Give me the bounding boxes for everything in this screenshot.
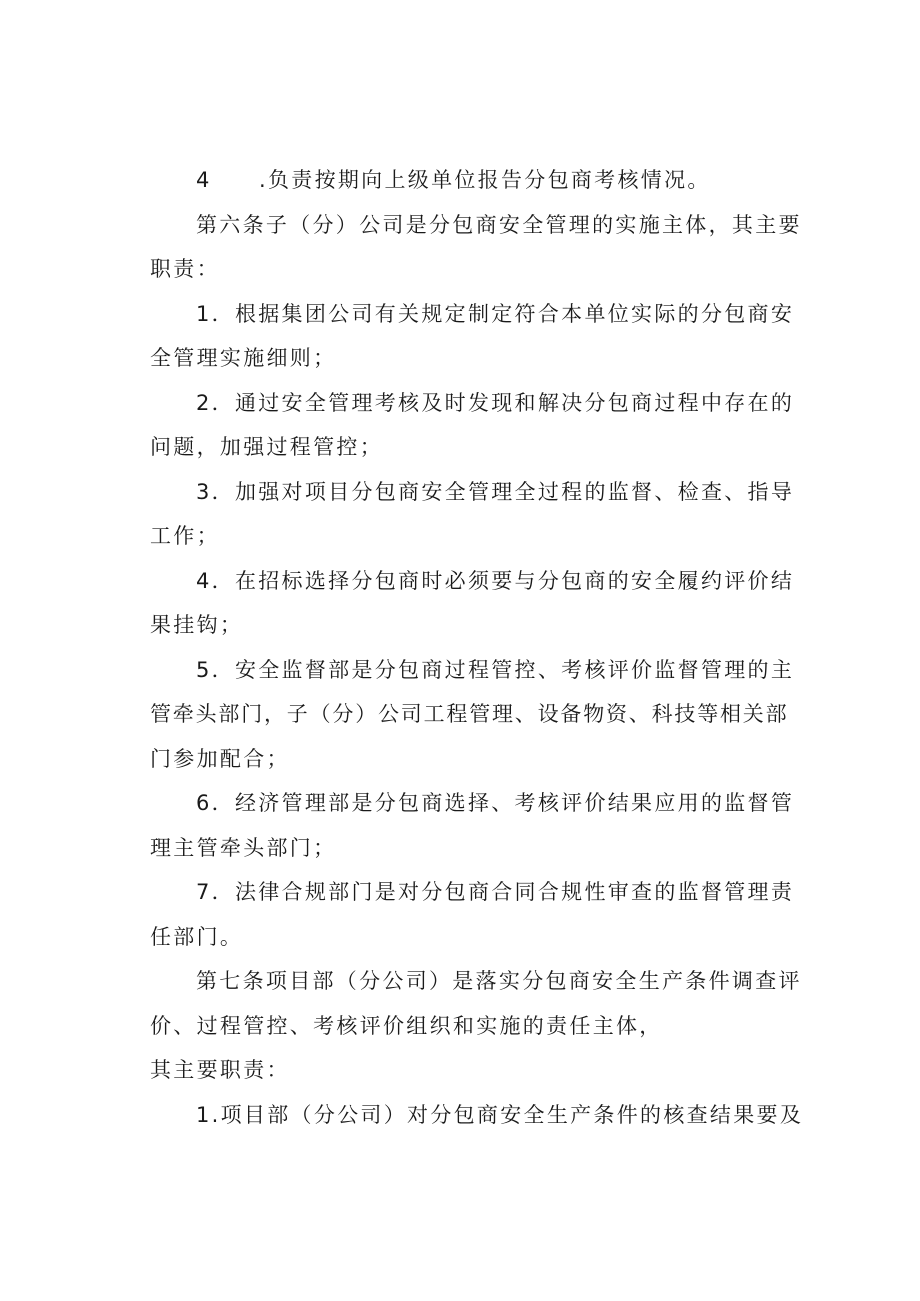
paragraph-line — [196, 166, 711, 194]
paragraph-line: 其主要职责： — [150, 1058, 290, 1082]
paragraph-line: 价、过程管控、考核评价组织和实施的责任主体， — [150, 1014, 663, 1038]
paragraph-line: 任部门。 — [150, 925, 244, 949]
paragraph-line: 7．法律合规部门是对分包商合同合规性审查的监督管理责 — [196, 880, 795, 904]
paragraph-line: 理主管牵头部门； — [150, 836, 337, 860]
item-number: 4 — [196, 168, 212, 192]
line-text: .负责按期向上级单位报告分包商考核情况。 — [259, 168, 711, 192]
paragraph-line: 工作； — [150, 524, 220, 548]
paragraph-line: 第七条项目部（分公司）是落实分包商安全生产条件调查评 — [196, 969, 802, 993]
paragraph-line: 职责： — [150, 257, 220, 281]
paragraph-line: 5．安全监督部是分包商过程管控、考核评价监督管理的主 — [196, 658, 795, 682]
paragraph-line: 门参加配合； — [150, 747, 290, 771]
paragraph-line: 3．加强对项目分包商安全管理全过程的监督、检查、指导 — [196, 480, 795, 504]
paragraph-line: 果挂钩； — [150, 613, 244, 637]
paragraph-line: 问题，加强过程管控； — [150, 435, 383, 459]
paragraph-line: 1．根据集团公司有关规定制定符合本单位实际的分包商安 — [196, 302, 795, 326]
paragraph-line: 2．通过安全管理考核及时发现和解决分包商过程中存在的 — [196, 391, 795, 415]
paragraph-line: 全管理实施细则； — [150, 346, 337, 370]
paragraph-line: 6．经济管理部是分包商选择、考核评价结果应用的监督管 — [196, 791, 795, 815]
paragraph-line: 1.项目部（分公司）对分包商安全生产条件的核查结果要及 — [196, 1103, 804, 1127]
paragraph-line: 4．在招标选择分包商时必须要与分包商的安全履约评价结 — [196, 569, 795, 593]
paragraph-line: 管牵头部门，子（分）公司工程管理、设备物资、科技等相关部 — [150, 702, 789, 726]
paragraph-line: 第六条子（分）公司是分包商安全管理的实施主体，其主要 — [196, 213, 802, 237]
